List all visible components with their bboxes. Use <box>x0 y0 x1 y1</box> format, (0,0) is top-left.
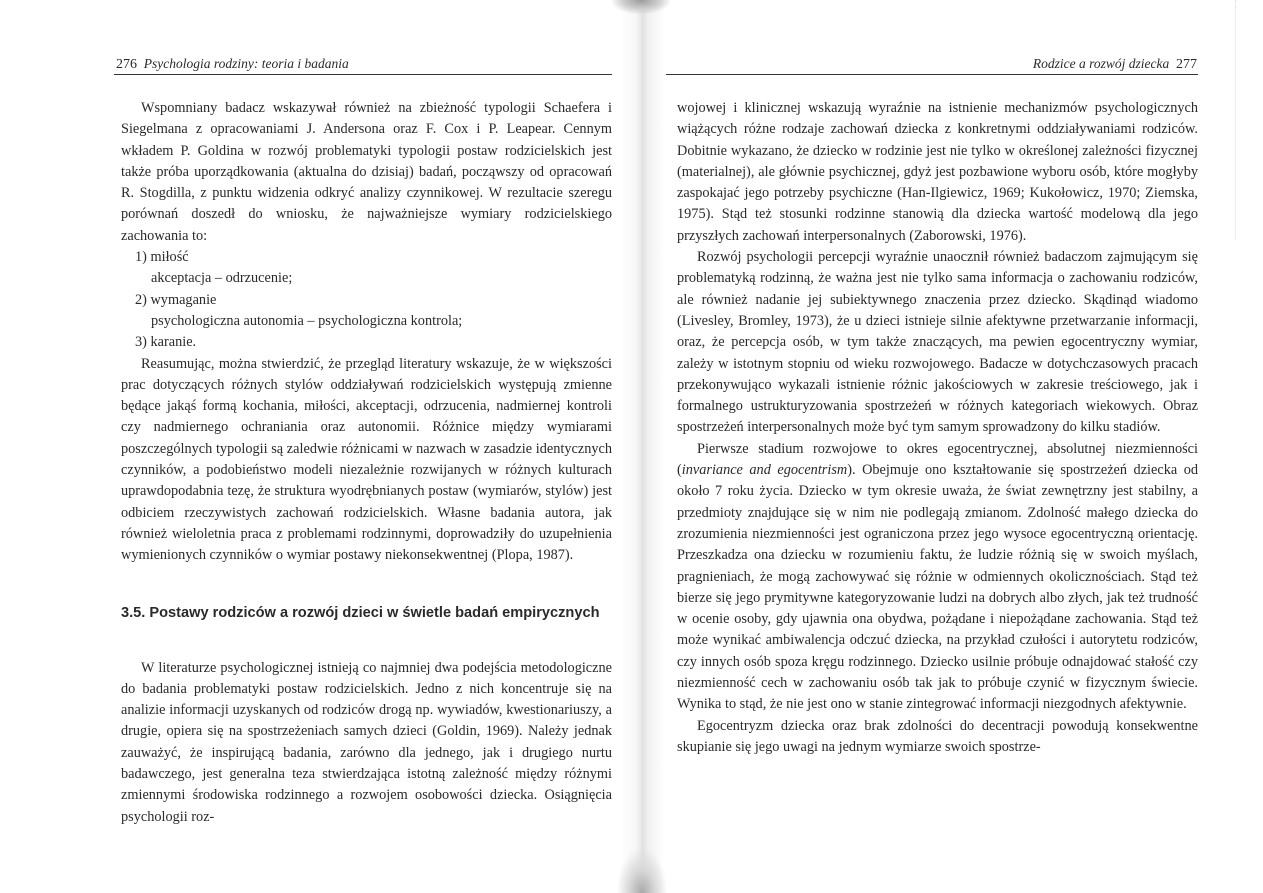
right-paragraph-2: Rozwój psychologii percepcji wyraźnie unaocznił również badaczom zajmującym się problematyką rodzinną, że ważna jest nie tylko sama informacja o zachowaniu rodziców, ale również nadanie jej subiektywnego znaczenia przez dziecko. Skądinąd wiadomo (Livesley, Bromley, 1973), że u dzieci istnieje silnie afektywne przetwarzanie informacji, oraz, że percepcja osób, w tym także znaczących, ma pewien egocentryczny wymiar, zależy w istotnym stopniu od wieku rozwojowego. Badacze w dotychczasowych pracach przekonywująco wykazali istnienie różnic jakościowych w zakresie treściowego, jak i formalnego ustrukturyzowania spostrzeżeń w różnych kategoriach wiekowych. Obraz spostrzeżeń interpersonalnych może być tym samym sprowadzony do kilku stadiów. <box>677 249 1198 436</box>
section-heading: 3.5. Postawy rodziców a rozwój dzieci w świetle badań empirycznych <box>121 604 600 621</box>
left-paragraph-3: W literaturze psychologicznej istnieją co najmniej dwa podejścia metodologiczne do badania problematyki postaw rodzicielskich. Jedno z nich koncentruje się na analizie informacji uzyskanych od rodziców drogą np. wywiadów, kwestionariuszy, a drugie, opiera się na spostrzeżeniach samych dzieci (Goldin, 1969). Należy jednak zauważyć, że inspirującą badania, zarówno dla jednego, jak i drugiego nurtu badawczego, jest generalna teza stwierdzająca istotną zależność między różnymi zmiennymi środowiska rodzinnego a rozwojem osobowości dziecka. Osiągnięcia psychologii roz- <box>121 659 612 825</box>
list-item: 3) karanie. <box>135 334 197 351</box>
right-paragraph-1: wojowej i klinicznej wskazują wyraźnie na istnienie mechanizmów psychologicznych wiążących różne rodzaje zachowań dziecka z konkretnymi oddziaływaniami rodziców. Dobitnie wykazano, że dziecko w rodzinie jest nie tylko w określonej zależności fizycznej (materialnej), ale głównie psychicznej, gdyż jest pozbawione wyboru osób, które mogłyby zaspokajać jego potrzeby psychiczne (Han-Ilgiewicz, 1969; Kukołowicz, 1970; Ziemska, 1975). Stąd też stosunki rodzinne stanowią dla dziecka wartość modelową dla jego przyszłych zachowań interpersonalnych (Zaborowski, 1976). <box>677 100 1198 244</box>
list-item: 2) wymaganie <box>135 291 217 308</box>
italic-term: invariance and egocentrism <box>681 462 848 479</box>
left-page <box>0 0 630 893</box>
right-page-number: 277 <box>1176 57 1197 72</box>
list-item: 1) miłość <box>135 249 189 266</box>
left-running-head-title: Psychologia rodziny: teoria i badania <box>143 56 349 71</box>
left-running-header <box>116 56 349 73</box>
left-page-body <box>121 98 612 828</box>
right-paragraph-3 <box>677 439 1198 716</box>
list-item: psychologiczna autonomia – psychologiczna kontrola; <box>151 312 463 329</box>
right-page-body <box>677 98 1198 758</box>
right-page <box>640 0 1263 893</box>
paragraph-text: Pierwsze stadium rozwojowe to okres egocentrycznej, absolutnej niezmienności ( <box>677 440 1198 479</box>
left-paragraph-1: Wspomniany badacz wskazywał również na zbieżność typologii Schaefera i Siegelmana z opracowaniami J. Andersona oraz F. Cox i P. Leapear. Cennym wkładem P. Goldina w rozwój problematyki typologii postaw rodzicielskich jest także próba uporządkowania (aktualna do dzisiaj) badań, począwszy od opracowań R. Stogdilla, z punktu widzenia odkryć analizy czynnikowej. W rezultacie szeregu porównań doszedł do wniosku, że najważniejsze wymiary rodzicielskiego zachowania to: <box>121 100 612 244</box>
left-header-rule <box>114 74 612 75</box>
left-page-number: 276 <box>116 57 137 72</box>
right-running-header <box>1033 56 1197 73</box>
paragraph-text: ). Obejmuje ono kształtowanie się spostrzeżeń dziecka od około 7 roku życia. Dziecko w tym okresie uważa, że świat zewnętrzny jest stabilny, a przedmioty znajdujące się w nim nie podlegają zmianom. Zdolność małego dziecka do zrozumienia niezmienności jest ograniczona przez jego wysoce egocentryczną orientację. Przeszkadza ona dziecku w rozumieniu faktu, że ludzie różnią się w swoich myślach, pragnieniach, że mogą zachowywać się różnie w odmiennych okolicznościach. Stąd też bierze się jego prymitywne kategoryzowanie ludzi na dobrych albo złych, jak też trudność w ocenie osoby, gdy ujawnia ona obydwa, pożądane i niepożądane zachowania. Stąd też może wynikać ambiwalencja odczuć dziecka, na przykład czułości i autorytetu rodziców, czy innych osób spoza kręgu rodzinnego. Dziecko usilnie próbuje odnajdować stałość czy niezmienność cech w zachowaniu osób tak jak to próbuje czynić w fizycznym świecie. Wynika to stąd, że nie jest ono w stanie zintegrować informacji niezgodnych afektywnie. <box>677 462 1198 713</box>
right-running-head-title: Rodzice a rozwój dziecka <box>1032 56 1170 71</box>
left-paragraph-2: Reasumując, można stwierdzić, że przegląd literatury wskazuje, że w większości prac dotyczących różnych stylów oddziaływań rodzicielskich występują zmienne będące jakąś formą kochania, miłości, akceptacji, odrzucenia, nadmiernej kontroli czy nadmiernego ochraniania oraz autonomii. Różnice między wymiarami poszczególnych typologii są zaledwie różnicami w nazwach w zasadzie identycznych czynników, a podobieństwo modeli niezależnie rozwijanych w różnych kulturach uprawdopodabnia tezę, że struktura wyodrębnianych postaw (wymiarów, stylów) jest odbiciem rzeczywistych zachowań rodzicielskich. Własne badania autora, jak również wieloletnia praca z problemami rodzinnymi, doprowadziły do uzupełnienia wymienionych czynników o wymiar postawy niekonsekwentnej (Plopa, 1987). <box>121 355 612 564</box>
right-paragraph-4: Egocentryzm dziecka oraz brak zdolności do decentracji powodują konsekwentne skupianie się jego uwagi na jednym wymiarze swoich spostrze- <box>677 717 1198 755</box>
right-header-rule <box>666 74 1198 75</box>
list-item: akceptacja – odrzucenie; <box>151 270 293 287</box>
